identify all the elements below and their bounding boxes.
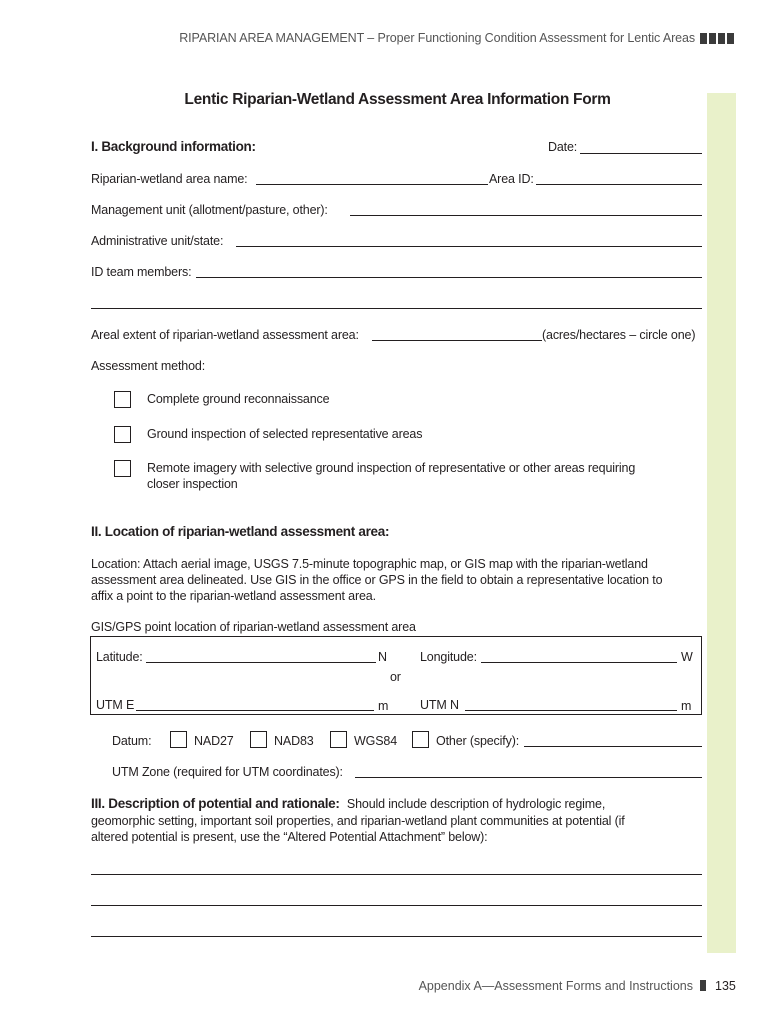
admin-unit-field[interactable]: [236, 246, 702, 247]
page-number: 135: [715, 979, 736, 993]
north-label: N: [378, 650, 387, 664]
areal-extent-label: Areal extent of riparian-wetland assessment area:: [91, 328, 359, 342]
datum-label: Datum:: [112, 734, 152, 748]
method-checkbox-ground-reconnaissance[interactable]: [114, 391, 131, 408]
method-option-label-continued: closer inspection: [147, 477, 238, 491]
margin-band: [707, 93, 736, 953]
datum-option-label: NAD27: [194, 734, 234, 748]
description-field-line-2[interactable]: [91, 905, 702, 906]
id-team-field-continued[interactable]: [91, 308, 702, 309]
area-name-label: Riparian-wetland area name:: [91, 172, 248, 186]
section1-heading: I. Background information:: [91, 139, 256, 154]
utm-n-field[interactable]: [465, 710, 677, 711]
area-id-field[interactable]: [536, 184, 702, 185]
section3-text-line: altered potential is present, use the “Altered Potential Attachment” below):: [91, 830, 488, 844]
management-unit-field[interactable]: [350, 215, 702, 216]
utm-n-label: UTM N: [420, 698, 459, 712]
form-title: Lentic Riparian-Wetland Assessment Area Information Form: [184, 91, 611, 108]
description-field-line-1[interactable]: [91, 874, 702, 875]
utm-e-field[interactable]: [136, 710, 374, 711]
location-instructions-line: Location: Attach aerial image, USGS 7.5-minute topographic map, or GIS map with the riparian-wetland: [91, 557, 648, 571]
or-label: or: [390, 670, 401, 684]
datum-checkbox-wgs84[interactable]: [330, 731, 347, 748]
utm-e-units: m: [378, 699, 389, 713]
assessment-method-label: Assessment method:: [91, 359, 206, 373]
admin-unit-label: Administrative unit/state:: [91, 234, 224, 248]
utm-zone-field[interactable]: [355, 777, 702, 778]
location-instructions-line: affix a point to the riparian-wetland assessment area.: [91, 589, 376, 603]
section3-lead: Should include description of hydrologic regime,: [346, 797, 606, 811]
datum-checkbox-other[interactable]: [412, 731, 429, 748]
description-field-line-3[interactable]: [91, 936, 702, 937]
section2-heading: II. Location of riparian-wetland assessment area:: [91, 524, 390, 539]
section3-heading: III. Description of potential and rationale:: [91, 796, 340, 811]
latitude-label: Latitude:: [96, 650, 143, 664]
id-team-field[interactable]: [196, 277, 702, 278]
date-field[interactable]: [580, 153, 702, 154]
footer-mark: [700, 980, 706, 991]
longitude-field[interactable]: [481, 662, 677, 663]
method-option-label: Remote imagery with selective ground inspection of representative or other areas requiring: [147, 461, 636, 475]
utm-e-label: UTM E: [96, 698, 135, 712]
method-checkbox-selected-areas[interactable]: [114, 426, 131, 443]
west-label: W: [681, 650, 693, 664]
method-option-label: Ground inspection of selected representative areas: [147, 427, 423, 441]
date-label: Date:: [548, 140, 578, 154]
area-id-label: Area ID:: [489, 172, 534, 186]
gps-point-label: GIS/GPS point location of riparian-wetland assessment area: [91, 620, 416, 634]
section3-heading-line: [91, 796, 605, 811]
latitude-field[interactable]: [146, 662, 376, 663]
utm-n-units: m: [681, 699, 692, 713]
method-checkbox-remote-imagery[interactable]: [114, 460, 131, 477]
header-marks: [700, 33, 734, 44]
datum-other-field[interactable]: [524, 746, 702, 747]
location-instructions-line: assessment area delineated. Use GIS in the office or GPS in the field to obtain a representative location to: [91, 573, 663, 587]
running-header: RIPARIAN AREA MANAGEMENT – Proper Functioning Condition Assessment for Lentic Areas: [179, 31, 695, 45]
areal-extent-field[interactable]: [372, 340, 542, 341]
datum-option-label: Other (specify):: [436, 734, 520, 748]
management-unit-label: Management unit (allotment/pasture, other):: [91, 203, 328, 217]
longitude-label: Longitude:: [420, 650, 477, 664]
method-option-label: Complete ground reconnaissance: [147, 392, 330, 406]
footer-appendix: Appendix A—Assessment Forms and Instructions: [418, 979, 693, 993]
id-team-label: ID team members:: [91, 265, 192, 279]
datum-option-label: NAD83: [274, 734, 314, 748]
area-name-field[interactable]: [256, 184, 488, 185]
datum-checkbox-nad27[interactable]: [170, 731, 187, 748]
areal-extent-units: (acres/hectares – circle one): [542, 328, 696, 342]
section3-text-line: geomorphic setting, important soil properties, and riparian-wetland plant communities at potential (if: [91, 814, 625, 828]
datum-checkbox-nad83[interactable]: [250, 731, 267, 748]
datum-option-label: WGS84: [354, 734, 398, 748]
utm-zone-label: UTM Zone (required for UTM coordinates):: [112, 765, 343, 779]
